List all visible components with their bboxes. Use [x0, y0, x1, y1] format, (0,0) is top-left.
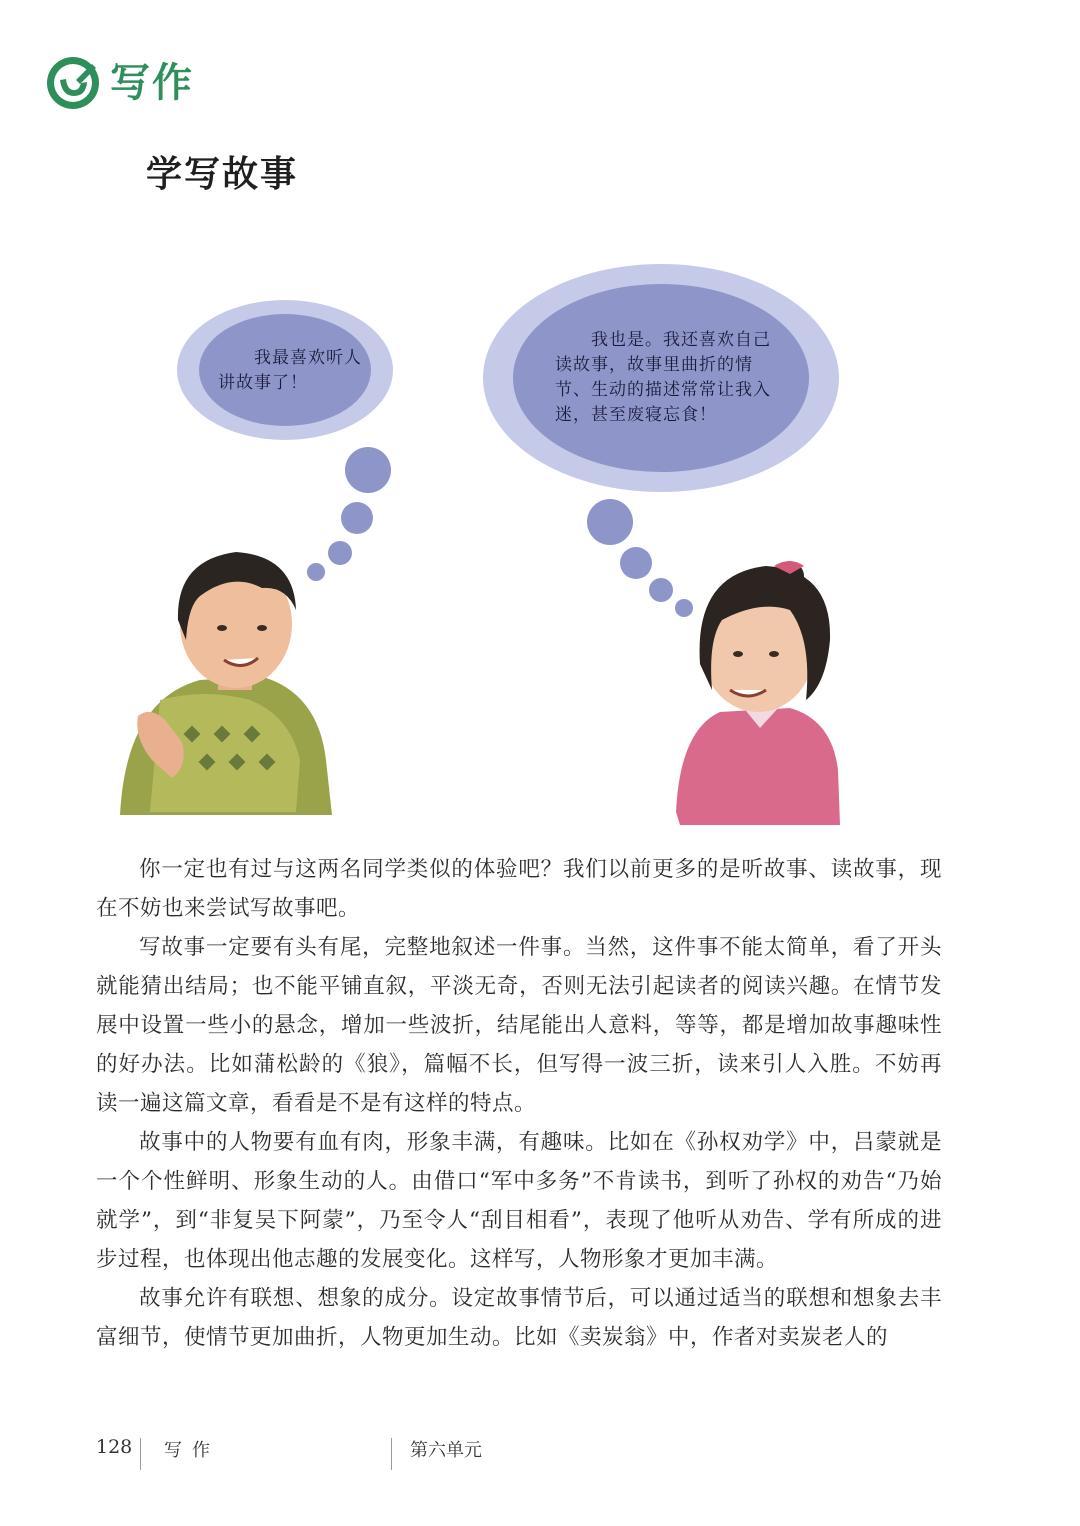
boy-figure — [120, 552, 332, 815]
lesson-title: 学写故事 — [146, 154, 299, 195]
writing-section-icon — [46, 56, 100, 110]
girl-figure — [676, 561, 840, 825]
paragraph: 故事中的人物要有血有肉，形象丰满，有趣味。比如在《孙权劝学》中，吕蒙就是一个个性鲜明、形象生动的人。由借口“军中多务”不肯读书，到听了孙权的劝告“乃始就学”，到“非复吴下阿蒙”，乃至令人“刮目相看”，表现了他听从劝告、学有所成的进步过程，也体现出他志趣的发展变化。这样写，人物形象才更加丰满。 — [96, 1130, 942, 1272]
boy-speech: 我最喜欢听人讲故事了！ — [218, 348, 362, 393]
footer-unit: 第六单元 — [410, 1440, 482, 1461]
page-number: 128 — [96, 1436, 133, 1458]
paragraph: 故事允许有联想、想象的成分。设定故事情节后，可以通过适当的联想和想象去丰富细节，使情节更加曲折，人物更加生动。比如《卖炭翁》中，作者对卖炭老人的 — [96, 1286, 942, 1350]
footer-section: 写作 — [164, 1440, 220, 1461]
footer-divider — [391, 1438, 392, 1470]
boy-thought-bubble — [177, 300, 393, 581]
girl-speech: 我也是。我还喜欢自己读故事，故事里曲折的情节、生动的描述常常让我入迷，甚至废寝忘食！ — [555, 330, 771, 425]
paragraph: 你一定也有过与这两名同学类似的体验吧？我们以前更多的是听故事、读故事，现在不妨也来尝试写故事吧。 — [96, 857, 942, 921]
dialogue-illustration — [0, 250, 1080, 850]
footer-divider — [140, 1438, 141, 1470]
page-footer — [0, 1432, 1080, 1472]
header-title: 写作 — [110, 60, 194, 106]
paragraph: 写故事一定要有头有尾，完整地叙述一件事。当然，这件事不能太简单，看了开头就能猜出结局；也不能平铺直叙，平淡无奇，否则无法引起读者的阅读兴趣。在情节发展中设置一些小的悬念，增加一些波折，结尾能出人意料，等等，都是增加故事趣味性的好办法。比如蒲松龄的《狼》，篇幅不长，但写得一波三折，读来引人入胜。不妨再读一遍这篇文章，看看是不是有这样的特点。 — [96, 935, 942, 1116]
lesson-body — [96, 850, 942, 1357]
